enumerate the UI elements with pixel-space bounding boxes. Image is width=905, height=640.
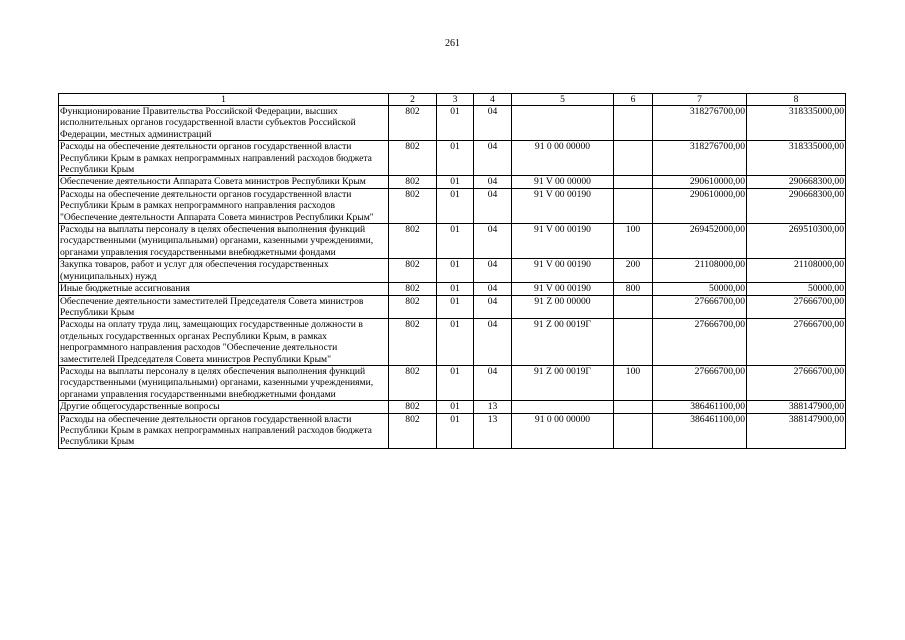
amount-year-1: 290610000,00	[653, 176, 747, 188]
amount-year-1: 27666700,00	[653, 319, 747, 366]
row-name: Закупка товаров, работ и услуг для обеспечения государственных (муниципальных) нужд	[59, 259, 389, 283]
amount-year-2: 269510300,00	[747, 224, 846, 259]
ministry-code: 802	[389, 106, 437, 141]
section-code: 01	[437, 401, 474, 413]
subsection-code: 13	[474, 401, 512, 413]
column-header: 3	[437, 94, 474, 106]
row-name: Расходы на обеспечение деятельности органов государственной власти Республики Крым в рамках непрограммных направлений расходов бюджета Республики Крым	[59, 413, 389, 448]
table-row	[59, 176, 846, 188]
amount-year-2: 27666700,00	[747, 319, 846, 366]
subsection-code: 04	[474, 283, 512, 295]
expense-type-code: 100	[614, 224, 653, 259]
target-article-code: 91 V 00 00190	[512, 224, 614, 259]
target-article-code: 91 V 00 00190	[512, 188, 614, 223]
expense-type-code	[614, 188, 653, 223]
amount-year-1: 21108000,00	[653, 259, 747, 283]
subsection-code: 04	[474, 295, 512, 319]
amount-year-1: 27666700,00	[653, 295, 747, 319]
ministry-code: 802	[389, 176, 437, 188]
amount-year-2: 388147900,00	[747, 401, 846, 413]
column-header: 7	[653, 94, 747, 106]
table-row	[59, 141, 846, 176]
section-code: 01	[437, 413, 474, 448]
table-row	[59, 224, 846, 259]
amount-year-1: 386461100,00	[653, 413, 747, 448]
subsection-code: 04	[474, 106, 512, 141]
amount-year-2: 27666700,00	[747, 295, 846, 319]
ministry-code: 802	[389, 413, 437, 448]
expense-type-code	[614, 401, 653, 413]
expense-type-code	[614, 319, 653, 366]
row-name: Расходы на выплаты персоналу в целях обеспечения выполнения функций государственными (муниципальными) органами, казенными учреждениями, органами управления государственными внебюджетными фондами	[59, 224, 389, 259]
section-code: 01	[437, 365, 474, 400]
column-header: 2	[389, 94, 437, 106]
amount-year-2: 318335000,00	[747, 106, 846, 141]
ministry-code: 802	[389, 401, 437, 413]
amount-year-1: 318276700,00	[653, 141, 747, 176]
expense-type-code: 200	[614, 259, 653, 283]
ministry-code: 802	[389, 188, 437, 223]
subsection-code: 13	[474, 413, 512, 448]
target-article-code: 91 Z 00 0019Г	[512, 319, 614, 366]
column-header: 6	[614, 94, 653, 106]
header-row	[59, 94, 846, 106]
amount-year-2: 290668300,00	[747, 188, 846, 223]
target-article-code: 91 0 00 00000	[512, 413, 614, 448]
section-code: 01	[437, 224, 474, 259]
target-article-code: 91 V 00 00190	[512, 283, 614, 295]
table-row	[59, 295, 846, 319]
target-article-code: 91 Z 00 00000	[512, 295, 614, 319]
row-name: Иные бюджетные ассигнования	[59, 283, 389, 295]
amount-year-1: 318276700,00	[653, 106, 747, 141]
ministry-code: 802	[389, 295, 437, 319]
section-code: 01	[437, 295, 474, 319]
ministry-code: 802	[389, 283, 437, 295]
ministry-code: 802	[389, 365, 437, 400]
expense-type-code	[614, 106, 653, 141]
section-code: 01	[437, 106, 474, 141]
expense-type-code	[614, 141, 653, 176]
amount-year-1: 50000,00	[653, 283, 747, 295]
subsection-code: 04	[474, 319, 512, 366]
expense-type-code	[614, 413, 653, 448]
table-row	[59, 319, 846, 366]
section-code: 01	[437, 188, 474, 223]
table-row	[59, 259, 846, 283]
table-row	[59, 413, 846, 448]
expense-type-code	[614, 295, 653, 319]
amount-year-2: 21108000,00	[747, 259, 846, 283]
subsection-code: 04	[474, 365, 512, 400]
ministry-code: 802	[389, 259, 437, 283]
row-name: Расходы на выплаты персоналу в целях обеспечения выполнения функций государственными (муниципальными) органами, казенными учреждениями, органами управления государственными внебюджетными фондами	[59, 365, 389, 400]
column-header: 8	[747, 94, 846, 106]
target-article-code: 91 Z 00 0019Г	[512, 365, 614, 400]
subsection-code: 04	[474, 259, 512, 283]
amount-year-2: 290668300,00	[747, 176, 846, 188]
table-row	[59, 365, 846, 400]
amount-year-1: 290610000,00	[653, 188, 747, 223]
section-code: 01	[437, 283, 474, 295]
amount-year-1: 27666700,00	[653, 365, 747, 400]
ministry-code: 802	[389, 141, 437, 176]
subsection-code: 04	[474, 176, 512, 188]
row-name: Расходы на оплату труда лиц, замещающих государственные должности в отдельных государственных органах Республики Крым, в рамках непрограммного направления расходов "Обеспечение деятельности заместителей Председателя Совета министров Республики Крым"	[59, 319, 389, 366]
column-header: 5	[512, 94, 614, 106]
target-article-code	[512, 401, 614, 413]
target-article-code	[512, 106, 614, 141]
amount-year-2: 318335000,00	[747, 141, 846, 176]
section-code: 01	[437, 259, 474, 283]
table-row	[59, 106, 846, 141]
target-article-code: 91 V 00 00000	[512, 176, 614, 188]
amount-year-2: 50000,00	[747, 283, 846, 295]
subsection-code: 04	[474, 141, 512, 176]
row-name: Функционирование Правительства Российской Федерации, высших исполнительных органов государственной власти субъектов Российской Федерации, местных администраций	[59, 106, 389, 141]
row-name: Расходы на обеспечение деятельности органов государственной власти Республики Крым в рамках непрограммного направления расходов "Обеспечение деятельности Аппарата Совета министров Республики Крым"	[59, 188, 389, 223]
expense-type-code: 100	[614, 365, 653, 400]
table-row	[59, 401, 846, 413]
subsection-code: 04	[474, 188, 512, 223]
target-article-code: 91 V 00 00190	[512, 259, 614, 283]
ministry-code: 802	[389, 224, 437, 259]
expense-type-code: 800	[614, 283, 653, 295]
section-code: 01	[437, 141, 474, 176]
expense-type-code	[614, 176, 653, 188]
row-name: Другие общегосударственные вопросы	[59, 401, 389, 413]
section-code: 01	[437, 176, 474, 188]
ministry-code: 802	[389, 319, 437, 366]
subsection-code: 04	[474, 224, 512, 259]
budget-table	[58, 93, 846, 449]
page-number: 261	[445, 38, 460, 49]
section-code: 01	[437, 319, 474, 366]
column-header: 4	[474, 94, 512, 106]
amount-year-2: 388147900,00	[747, 413, 846, 448]
table-row	[59, 188, 846, 223]
table-row	[59, 283, 846, 295]
amount-year-1: 269452000,00	[653, 224, 747, 259]
target-article-code: 91 0 00 00000	[512, 141, 614, 176]
row-name: Обеспечение деятельности заместителей Председателя Совета министров Республики Крым	[59, 295, 389, 319]
amount-year-1: 386461100,00	[653, 401, 747, 413]
row-name: Расходы на обеспечение деятельности органов государственной власти Республики Крым в рамках непрограммных направлений расходов бюджета Республики Крым	[59, 141, 389, 176]
column-header: 1	[59, 94, 389, 106]
amount-year-2: 27666700,00	[747, 365, 846, 400]
row-name: Обеспечение деятельности Аппарата Совета министров Республики Крым	[59, 176, 389, 188]
